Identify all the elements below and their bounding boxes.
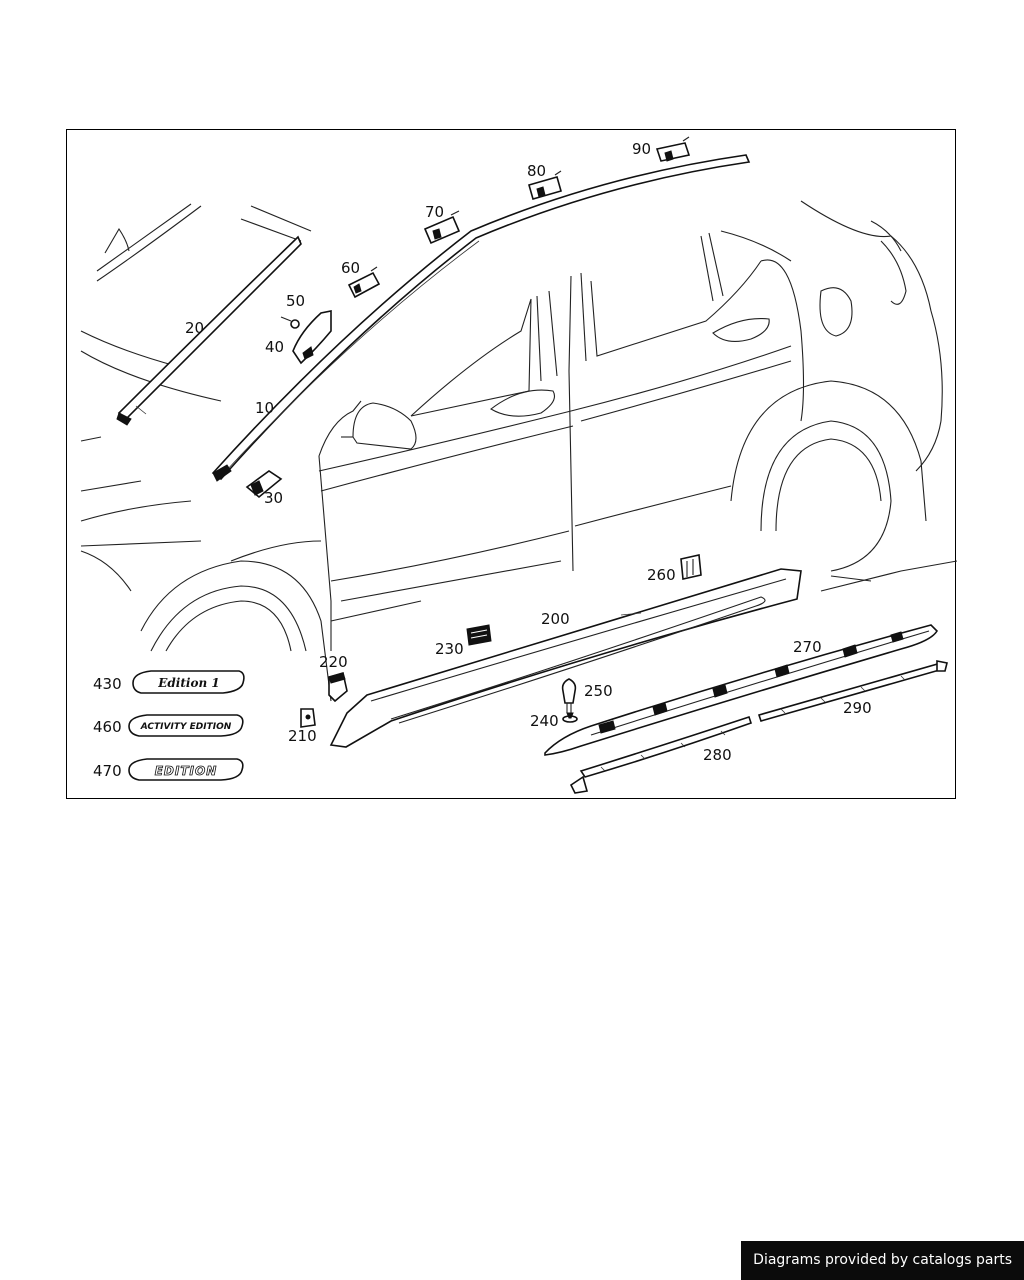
catalog-credit-banner: Diagrams provided by catalogs parts <box>741 1241 1024 1280</box>
badge-470 <box>129 759 243 780</box>
callout-90: 90 <box>632 140 652 158</box>
part-40-bracket <box>293 311 331 363</box>
badge-460 <box>129 715 243 736</box>
part-250-expanding-rivet <box>563 679 576 713</box>
callout-270: 270 <box>793 638 822 656</box>
callout-430: 430 <box>93 675 122 693</box>
callout-290: 290 <box>843 699 872 717</box>
part-10-roof-molding <box>213 155 749 481</box>
callout-470: 470 <box>93 762 122 780</box>
callout-200: 200 <box>541 610 570 628</box>
callout-260: 260 <box>647 566 676 584</box>
part-260-bracket <box>681 555 701 579</box>
part-230-label <box>467 625 491 645</box>
part-50-screw <box>281 317 299 328</box>
part-210-clip <box>301 709 315 727</box>
callout-70: 70 <box>425 203 445 221</box>
callout-240: 240 <box>530 712 559 730</box>
callout-20: 20 <box>185 319 205 337</box>
callout-40: 40 <box>265 338 285 356</box>
part-90-clip <box>657 137 689 161</box>
callout-30: 30 <box>264 489 284 507</box>
callout-280: 280 <box>703 746 732 764</box>
callout-230: 230 <box>435 640 464 658</box>
callout-80: 80 <box>527 162 547 180</box>
callout-250: 250 <box>584 682 613 700</box>
badge-430-text: Edition 1 <box>158 676 220 690</box>
part-240-washer <box>563 713 577 722</box>
callout-210: 210 <box>288 727 317 745</box>
parts-diagram <box>67 130 957 800</box>
callout-60: 60 <box>341 259 361 277</box>
badge-430 <box>133 671 244 693</box>
badge-460-text: ACTIVITY EDITION <box>140 722 232 732</box>
parts-diagram-frame <box>66 129 956 799</box>
part-20-windshield-strip <box>117 237 301 425</box>
callout-10: 10 <box>255 399 275 417</box>
callout-50: 50 <box>286 292 306 310</box>
callout-220: 220 <box>319 653 348 671</box>
part-220-stop <box>329 673 347 701</box>
vehicle-outline <box>81 201 957 701</box>
callout-460: 460 <box>93 718 122 736</box>
badge-470-text: EDITION <box>154 764 218 778</box>
